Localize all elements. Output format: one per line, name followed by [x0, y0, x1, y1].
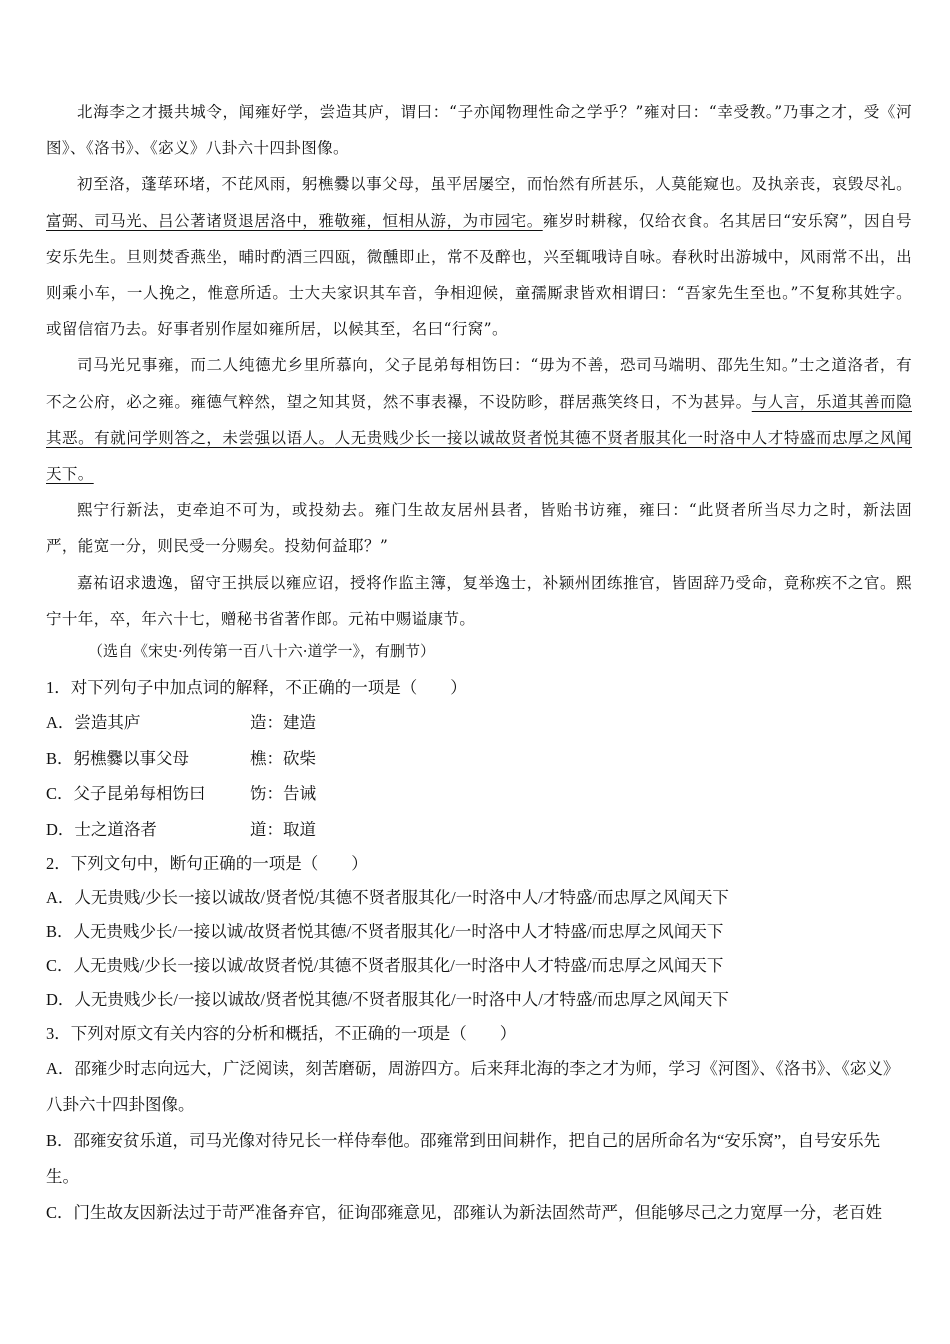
- paragraph-2: 初至洛，蓬荜环堵，不芘风雨，躬樵爨以事父母，虽平居屡空，而怡然有所甚乐，人莫能窥也。及执亲丧，哀毁尽礼。富弼、司马光、吕公著诸贤退居洛中，雅敬雍，恒相从游，为市园宅。雍岁时耕稼，仅给衣食。名其居曰“安乐窝”，因自号安乐先生。旦则焚香燕坐，晡时酌酒三四瓯，微醺即止，常不及醉也，兴至辄哦诗自咏。春秋时出游城中，风雨常不出，出则乘小车，一人挽之，惟意所适。士大夫家识其车音，争相迎候，童孺厮隶皆欢相谓曰：“吾家先生至也。”不复称其姓字。或留信宿乃去。好事者别作屋如雍所居，以候其至，名曰“行窝”。: [46, 175, 912, 339]
- question-3-stem: 3．下列对原文有关内容的分析和概括，不正确的一项是（ ）: [46, 1024, 517, 1043]
- question-1-option-c[interactable]: [46, 776, 912, 812]
- questions: [46, 671, 912, 1231]
- option-gloss: 饬：告诫: [250, 784, 316, 803]
- punctuation-exercise-sentence: 人无贵贱少长一接以诚故贤者悦其德不贤者服其化一时洛中人才特盛而忠厚之风闻天下。: [46, 428, 913, 484]
- question-3-option-b[interactable]: B．邵雍安贫乐道，司马光像对待兄长一样侍奉他。邵雍常到田间耕作，把自己的居所命名为“安乐窝”，自号安乐先生。: [46, 1131, 881, 1186]
- option-sentence: B．躬樵爨以事父母: [46, 748, 190, 768]
- option-gloss: 道：取道: [250, 819, 316, 839]
- paragraph-3: 司马光兄事雍，而二人纯德尤乡里所慕向，父子昆弟每相饬曰：“毋为不善，恐司马端明、邵先生知。”士之道洛者，有不之公府，必之雍。雍德气粹然，望之知其贤，然不事表襮，不设防畛，群居燕笑终日，不为甚异。与人言，乐道其善而隐其恶。有就问学则答之，未尝强以语人。人无贵贱少长一接以诚故贤者悦其德不贤者服其化一时洛中人才特盛而忠厚之风闻天下。: [46, 356, 913, 484]
- option-gloss: 樵：砍柴: [250, 748, 316, 768]
- question-2-option-b[interactable]: B．人无贵贱少长/一接以诚/故贤者悦其德/不贤者服其化/一时洛中人才特盛/而忠厚之风闻天下: [46, 922, 724, 941]
- paragraph-4: 熙宁行新法，吏牵迫不可为，或投劾去。雍门生故友居州县者，皆贻书访雍，雍曰：“此贤者所当尽力之时，新法固严，能宽一分，则民受一分赐矣。投劾何益耶？”: [46, 501, 912, 556]
- option-gloss: 造：建造: [250, 713, 316, 732]
- question-1-option-a[interactable]: [46, 705, 912, 741]
- classical-passage: [46, 94, 912, 637]
- question-1-option-b[interactable]: [46, 741, 912, 777]
- underlined-sentence: 与人言，乐道其善而隐其恶。有就问学则答之，未尝强以语人。: [46, 392, 912, 447]
- option-sentence: D．士之道洛者: [46, 819, 157, 839]
- question-2-option-d[interactable]: D．人无贵贱少长/一接以诚故/贤者悦其德/不贤者服其化/一时洛中人/才特盛/而忠厚之风闻天下: [46, 990, 729, 1009]
- question-2-option-a[interactable]: A．人无贵贱/少长一接以诚故/贤者悦/其德不贤者服其化/一时洛中人/才特盛/而忠厚之风闻天下: [46, 888, 729, 907]
- underlined-sentence: 富弼、司马光、吕公著诸贤退居洛中，雅敬雍，恒相从游，为市园宅。: [46, 211, 543, 230]
- question-1-stem: 1．对下列句子中加点词的解释，不正确的一项是（ ）: [46, 678, 467, 697]
- paragraph-1: 北海李之才摄共城令，闻雍好学，尝造其庐，谓曰：“子亦闻物理性命之学乎？”雍对曰：“幸受教。”乃事之才，受《河图》、《洛书》、《宓义》八卦六十四卦图像。: [46, 103, 912, 158]
- question-3-option-a[interactable]: A．邵雍少时志向远大，广泛阅读，刻苦磨砺，周游四方。后来拜北海的李之才为师，学习《河图》、《洛书》、《宓义》八卦六十四卦图像。: [46, 1059, 900, 1114]
- option-sentence: A．尝造其庐: [46, 713, 141, 732]
- question-2-stem: 2．下列文句中，断句正确的一项是（ ）: [46, 854, 368, 873]
- question-1-option-d[interactable]: [46, 812, 912, 848]
- passage-source: （选自《宋史·列传第一百八十六·道学一》，有删节）: [88, 642, 436, 660]
- paragraph-5: 嘉祐诏求遗逸，留守王拱辰以雍应诏，授将作监主簿，复举逸士，补颍州团练推官，皆固辞乃受命，竟称疾不之官。熙宁十年，卒，年六十七，赠秘书省著作郎。元祐中赐谥康节。: [46, 573, 912, 628]
- question-2-option-c[interactable]: C．人无贵贱/少长一接以诚/故贤者悦/其德不贤者服其化/一时洛中人才特盛/而忠厚之风闻天下: [46, 956, 724, 975]
- question-3-option-c[interactable]: C．门生故友因新法过于苛严准备弃官，征询邵雍意见，邵雍认为新法固然苛严，但能够尽己之力宽厚一分，老百姓: [46, 1203, 883, 1222]
- option-sentence: C．父子昆弟每相饬曰: [46, 784, 206, 803]
